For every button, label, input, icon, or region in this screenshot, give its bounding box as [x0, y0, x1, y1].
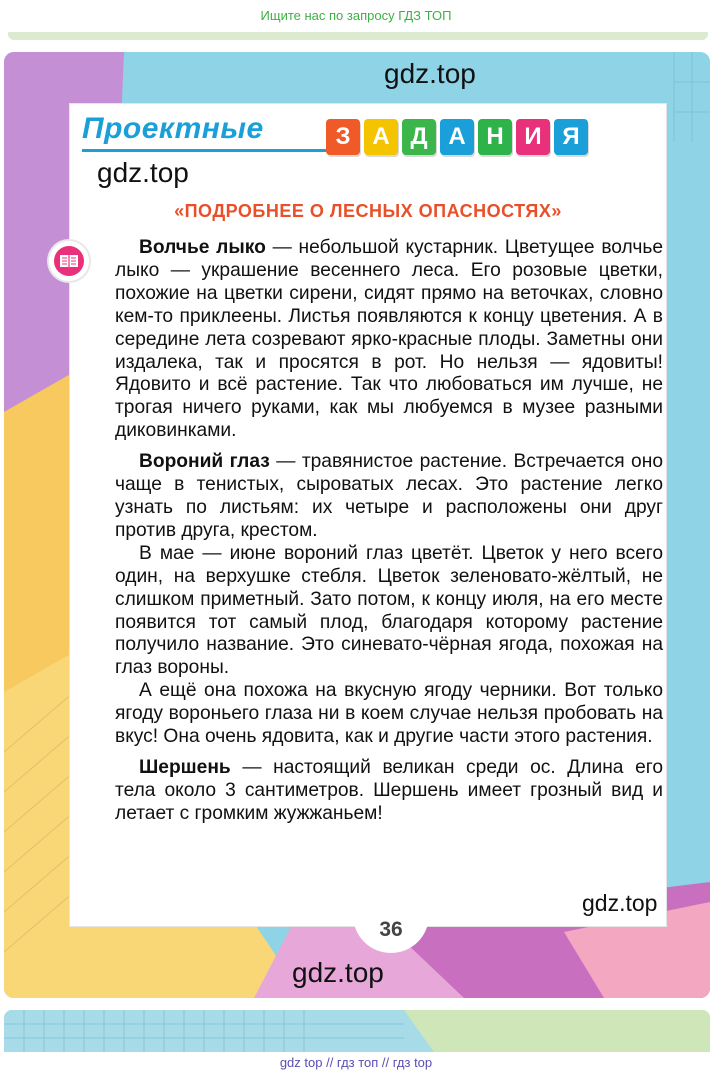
- title-underline: [82, 149, 332, 152]
- watermark: gdz.top: [582, 890, 658, 916]
- paragraph: В мае — июне вороний глаз цветёт. Цветок у него всего один, на верхушке стебля. Цветок зеленовато-жёлтый, не слишком приметный. Зато потом, к концу июля, на его месте появится тот самый плод, благодаря которому растение получило название. Это синевато-чёрная ягода, похожая на глаз вороны.: [115, 542, 663, 679]
- next-page-strip: [4, 1010, 710, 1052]
- top-page-strip: [8, 32, 708, 40]
- letter-tile: А: [440, 119, 474, 155]
- letter-tile: Я: [554, 119, 588, 155]
- paragraph-wolf-bast: Волчье лыко — небольшой кустарник. Цветущее волчье лыко — украшение весеннего леса. Его розовые цветки, похожие на цветки сирени, сидят прямо на веточках, словно кем-то приклеены. Листья появляются к концу цветения. А в середине лета созревают ярко-красные плоды. Заметны они издалека, так и просятся в рот. Но нельзя — ядовиты! Ядовито и всё растение. Так что любоваться им лучше, не трогая ничего руками, как мы любуемся в музее разными диковинками.: [115, 237, 663, 442]
- letter-tile: Д: [402, 119, 436, 155]
- section-title: «ПОДРОБНЕЕ О ЛЕСНЫХ ОПАСНОСТЯХ»: [174, 201, 562, 221]
- watermark: gdz.top: [384, 58, 476, 89]
- paragraph-herb-paris: Вороний глаз — травянистое растение. Встречается оно чаще в тенистых, сыроватых лесах. Это растение легко узнать по листьям: их четыре и расположены они друг против друга, крестом.: [115, 451, 663, 541]
- term: Волчье лыко: [139, 237, 266, 258]
- site-banner[interactable]: Ищите нас по запросу ГДЗ ТОП: [260, 8, 452, 23]
- letter-tile: З: [326, 119, 360, 155]
- page-number: 36: [379, 918, 403, 941]
- term: Вороний глаз: [139, 451, 270, 473]
- letter-tile: И: [516, 119, 550, 155]
- letter-tile: А: [364, 119, 398, 155]
- paragraph-hornet: Шершень — настоящий великан среди ос. Длина его тела около 3 сантиметров. Шершень имеет грозный вид и летает с громким жужжаньем!: [115, 756, 663, 824]
- watermark: gdz.top: [97, 157, 189, 188]
- book-icon: [49, 241, 89, 281]
- footer-links[interactable]: gdz top // гдз топ // гдз top: [279, 1055, 433, 1070]
- article-text: [115, 237, 663, 826]
- watermark: gdz.top: [292, 957, 384, 988]
- tasks-tiles: [326, 114, 588, 160]
- paragraph: А ещё она похожа на вкусную ягоду черники. Вот только ягоду вороньего глаза ни в коем случае нельзя пробовать на вкус! Она очень ядовита, как и другие части этого растения.: [115, 680, 663, 748]
- letter-tile: Н: [478, 119, 512, 155]
- term: Шершень: [139, 756, 231, 778]
- project-title: Проектные: [82, 112, 264, 145]
